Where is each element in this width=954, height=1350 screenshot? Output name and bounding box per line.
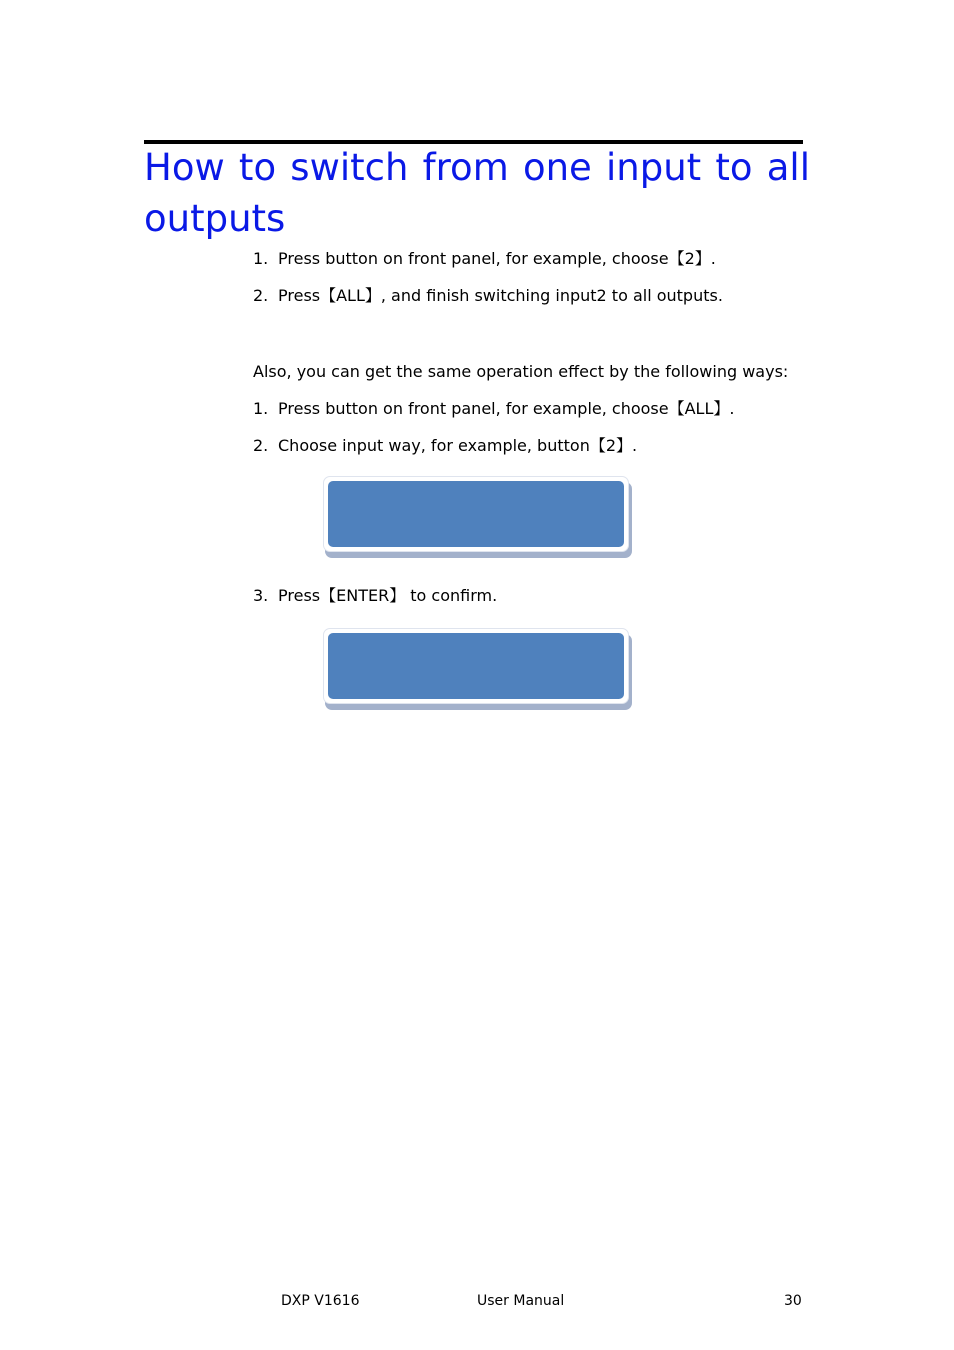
footer-doc-title: User Manual	[477, 1293, 565, 1309]
step-number: 2.	[253, 436, 269, 455]
lcd-screen	[323, 476, 629, 552]
step-1	[253, 249, 716, 269]
page-title: How to switch from one input to all outputs	[144, 146, 810, 240]
step-text: Press【ENTER】 to confirm.	[278, 586, 498, 605]
alt-step-1	[253, 399, 734, 419]
lcd-display-confirm	[323, 628, 632, 710]
alt-step-2	[253, 436, 637, 456]
step-text: Press button on front panel, for example, choose【ALL】.	[278, 399, 735, 418]
step-text: Press【ALL】, and finish switching input2 to all outputs.	[278, 286, 723, 305]
lcd-screen	[323, 628, 629, 704]
step-text: Choose input way, for example, button【2】.	[278, 436, 638, 455]
step-2	[253, 286, 723, 306]
alt-step-3	[253, 586, 497, 606]
step-number: 1.	[253, 399, 269, 418]
footer-page-number: 30	[784, 1293, 802, 1309]
step-number: 1.	[253, 249, 269, 268]
step-number: 3.	[253, 586, 269, 605]
step-number: 2.	[253, 286, 269, 305]
lcd-display-input-selection	[323, 476, 632, 558]
step-text: Press button on front panel, for example, choose【2】.	[278, 249, 716, 268]
alternative-intro: Also, you can get the same operation effect by the following ways:	[253, 362, 789, 381]
footer-product: DXP V1616	[281, 1293, 360, 1309]
